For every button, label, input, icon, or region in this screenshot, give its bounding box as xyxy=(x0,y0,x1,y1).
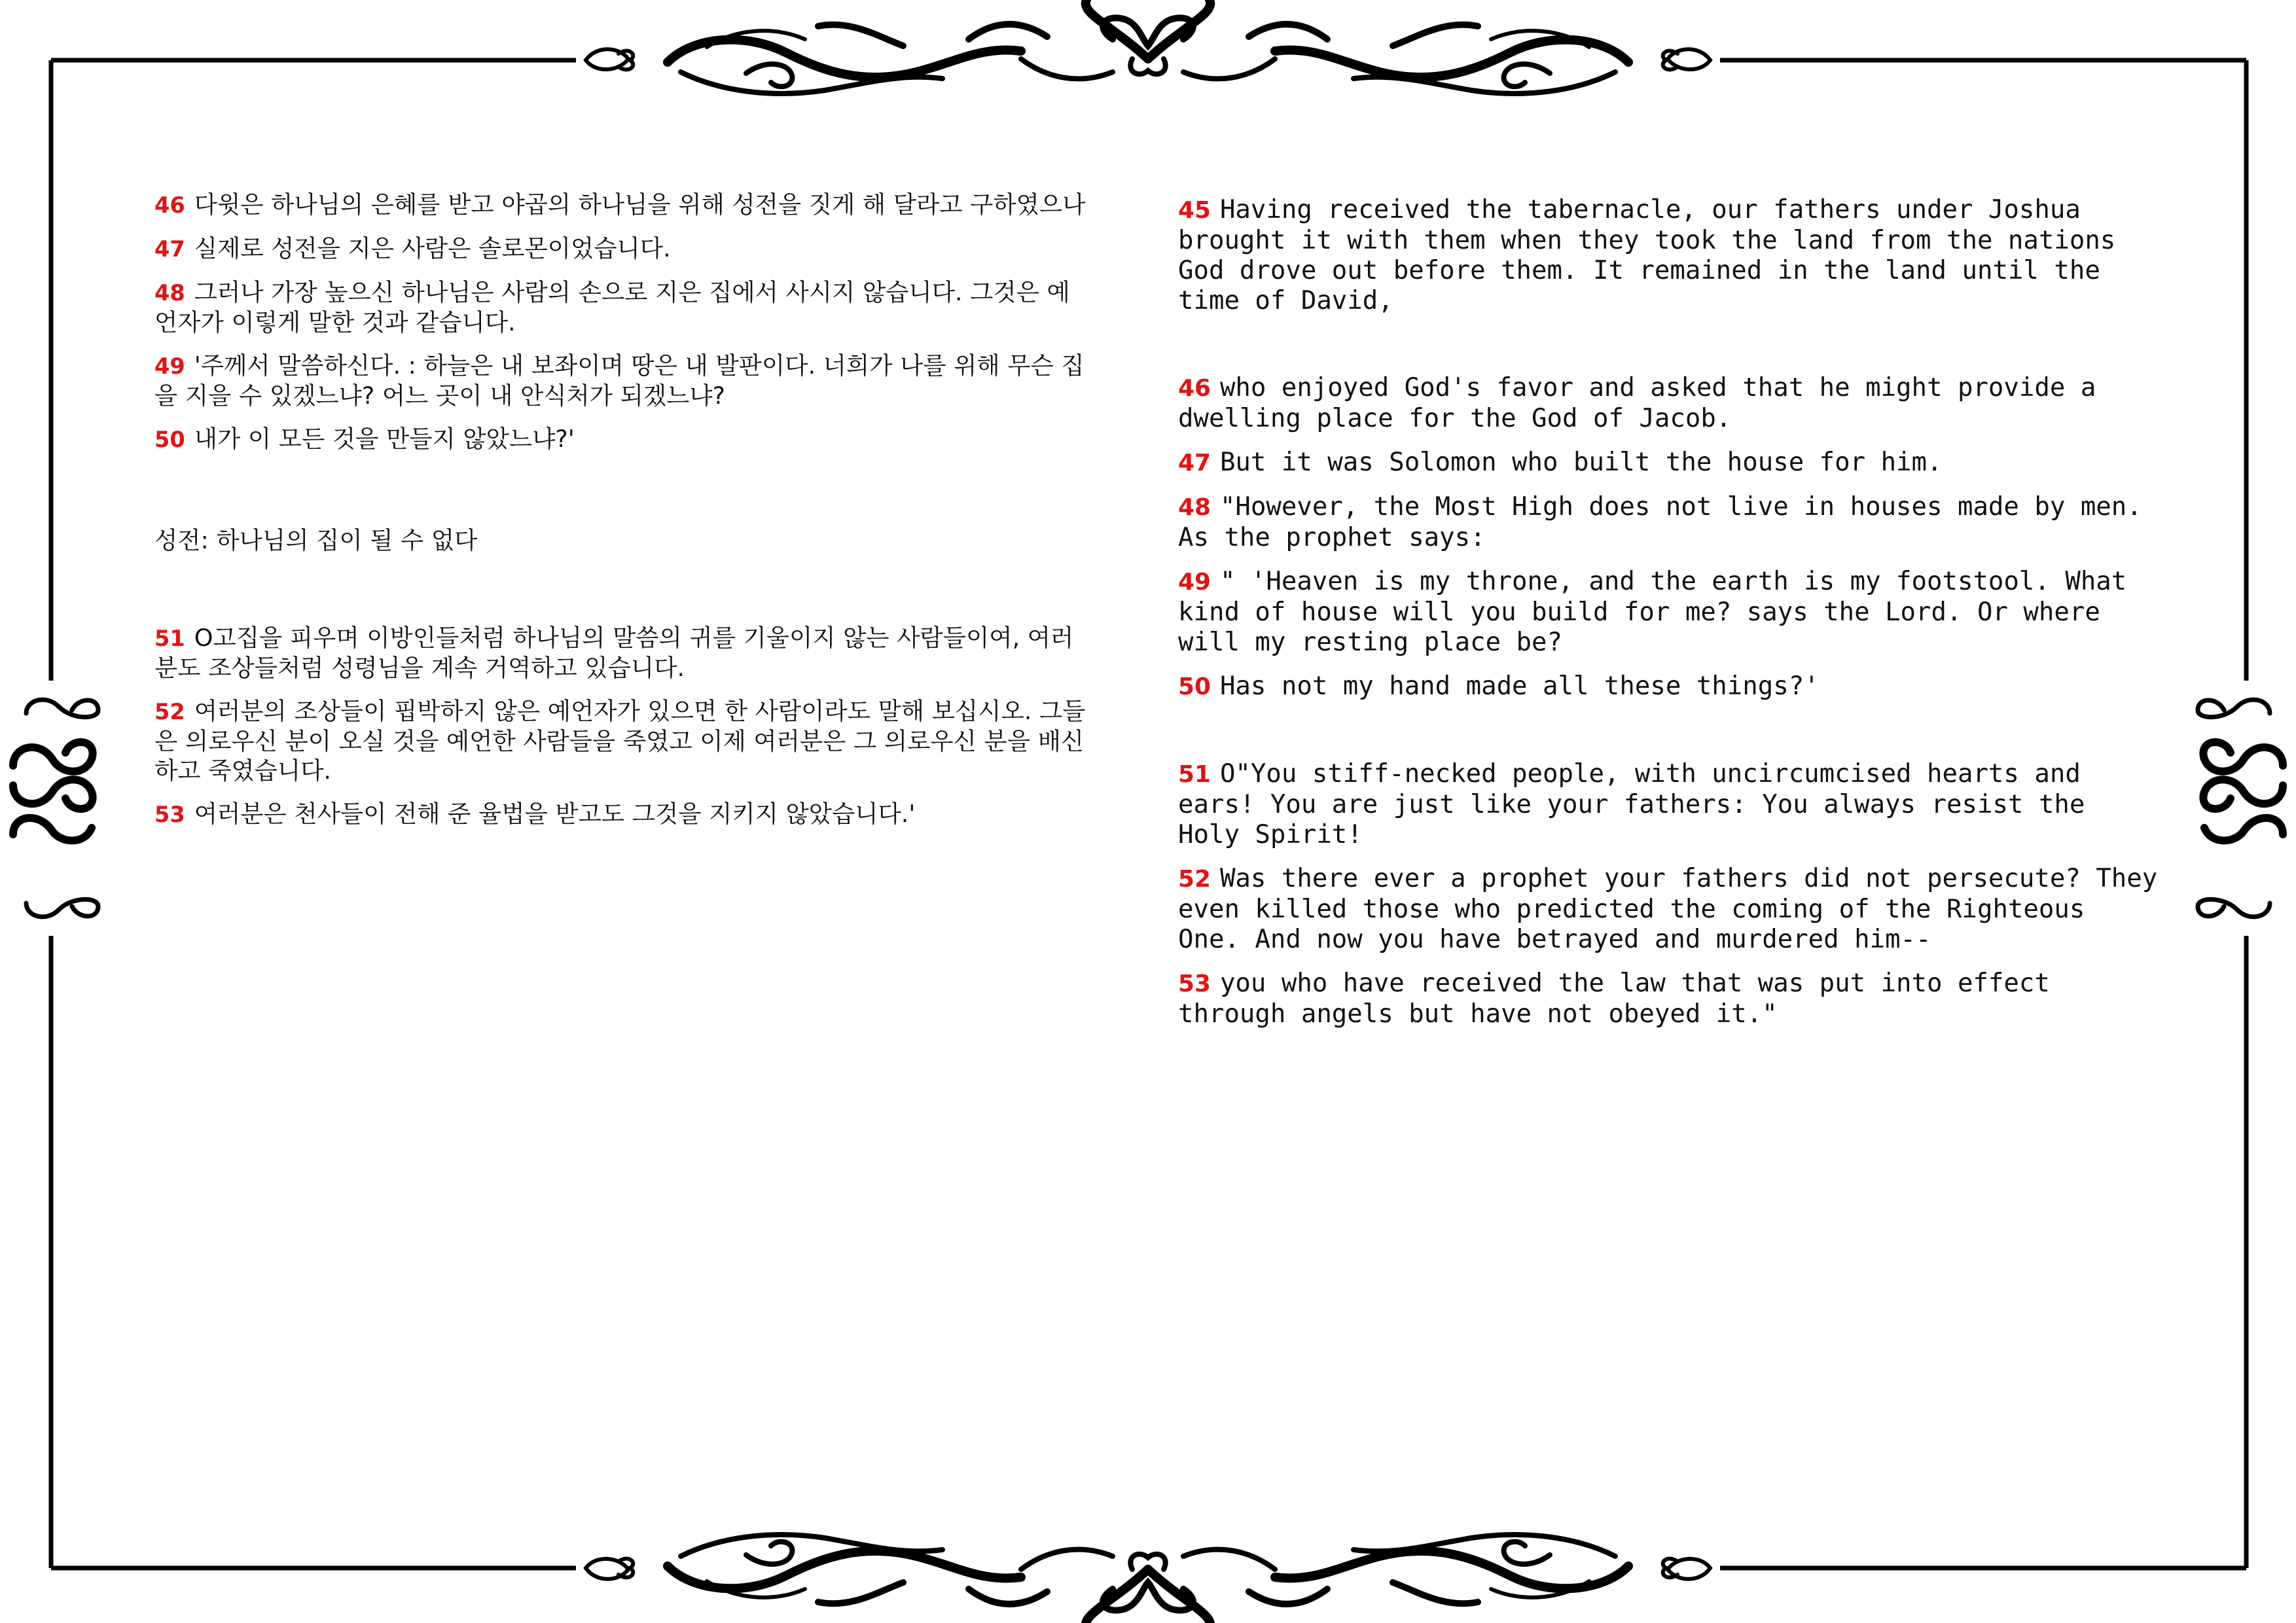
verse xyxy=(154,623,1090,683)
verse xyxy=(154,190,1090,220)
section-heading: 성전: 하나님의 집이 될 수 없다 xyxy=(154,526,478,554)
verse-number: 48 xyxy=(1178,494,1211,521)
verse xyxy=(1178,969,2160,1029)
verse-text: 여러분의 조상들이 핍박하지 않은 예언자가 있으면 한 사람이라도 말해 보십시오. 그들은 의로우신 분이 오실 것을 예언한 사람들을 죽였고 이제 여러분은 그 의로우신 분을 배신하고 죽였습니다. xyxy=(154,697,1086,785)
verse-number: 49 xyxy=(154,353,185,379)
verse-text: '주께서 말씀하신다. : 하늘은 내 보좌이며 땅은 내 발판이다. 너희가 나를 위해 무슨 집을 지을 수 있겠느냐? 어느 곳이 내 안식처가 되겠느냐? xyxy=(154,351,1085,410)
verse xyxy=(1178,671,2160,702)
verse-text: 여러분은 천사들이 전해 준 율법을 받고도 그것을 지키지 않았습니다.' xyxy=(194,800,916,828)
verse xyxy=(154,234,1090,264)
verse xyxy=(154,696,1090,785)
verse-text: who enjoyed God's favor and asked that he might provide a dwelling place for the God of Jacob. xyxy=(1178,373,2096,433)
verse-number: 45 xyxy=(1178,197,1211,224)
verse-text: Has not my hand made all these things?' xyxy=(1219,671,1820,701)
verse-text: Was there ever a prophet your fathers did not persecute? They even killed those who predicted the coming of the Righteous One. And now you have betrayed and murdered him-- xyxy=(1178,864,2158,954)
ornamental-scroll-left-icon xyxy=(13,700,98,917)
verse-number: 51 xyxy=(1178,761,1211,788)
english-verse-group-2 xyxy=(1178,373,2160,702)
verse-text: you who have received the law that was put into effect through angels but have not obeyed it." xyxy=(1178,969,2050,1029)
english-verse-group-1 xyxy=(1178,195,2160,316)
verse-number: 52 xyxy=(154,699,185,724)
verse-text: O고집을 피우며 이방인들처럼 하나님의 말씀의 귀를 기울이지 않는 사람들이여, 여러분도 조상들처럼 성령님을 계속 거역하고 있습니다. xyxy=(154,624,1074,682)
verse-number: 46 xyxy=(1178,375,1211,402)
verse xyxy=(154,799,1090,829)
ornamental-scroll-bottom-icon xyxy=(586,1535,1710,1623)
english-column xyxy=(1178,195,2160,1043)
verse xyxy=(1178,759,2160,850)
verse-text: " 'Heaven is my throne, and the earth is my footstool. What kind of house will you build for me? says the Lord. Or where will my resting place be? xyxy=(1178,567,2127,657)
verse-text: "However, the Most High does not live in houses made by men. As the prophet says: xyxy=(1178,492,2142,552)
verse-number: 53 xyxy=(1178,971,1211,997)
verse-number: 50 xyxy=(154,427,185,452)
verse-text: Having received the tabernacle, our fathers under Joshua brought it with them when they took the land from the nations God drove out before them. It remained in the land until the time of David, xyxy=(1178,195,2116,315)
verse-text: 다윗은 하나님의 은혜를 받고 야곱의 하나님을 위해 성전을 짓게 해 달라고 구하였으나 xyxy=(194,190,1086,219)
verse-number: 49 xyxy=(1178,569,1211,596)
verse-text: O"You stiff-necked people, with uncircumcised hearts and ears! You are just like your fathers: You always resist the Holy Spirit! xyxy=(1178,759,2085,849)
verse xyxy=(154,277,1090,337)
korean-verse-group-2 xyxy=(154,623,1090,829)
verse-text: 실제로 성전을 지은 사람은 솔로몬이었습니다. xyxy=(194,234,671,262)
verse-number: 50 xyxy=(1178,673,1211,700)
ornamental-scroll-right-icon xyxy=(2198,700,2283,917)
verse-number: 52 xyxy=(1178,866,1211,893)
korean-column xyxy=(154,190,1090,843)
verse xyxy=(154,351,1090,410)
verse xyxy=(1178,195,2160,316)
verse xyxy=(1178,492,2160,553)
ornamental-scroll-top-icon xyxy=(586,0,1710,94)
korean-verse-group-1 xyxy=(154,190,1090,454)
verse-number: 47 xyxy=(154,236,185,262)
verse-number: 51 xyxy=(154,626,185,651)
verse-number: 48 xyxy=(154,280,185,306)
verse xyxy=(154,424,1090,454)
verse xyxy=(1178,567,2160,658)
verse-text: 그러나 가장 높으신 하나님은 사람의 손으로 지은 집에서 사시지 않습니다. 그것은 예언자가 이렇게 말한 것과 같습니다. xyxy=(154,278,1070,336)
verse xyxy=(1178,864,2160,955)
verse-text: But it was Solomon who built the house for him. xyxy=(1219,448,1943,477)
verse-number: 53 xyxy=(154,802,185,827)
verse-number: 46 xyxy=(154,192,185,218)
english-verse-group-3 xyxy=(1178,759,2160,1029)
verse xyxy=(1178,448,2160,478)
verse xyxy=(1178,373,2160,434)
verse-number: 47 xyxy=(1178,450,1211,476)
verse-text: 내가 이 모든 것을 만들지 않았느냐?' xyxy=(194,425,575,453)
